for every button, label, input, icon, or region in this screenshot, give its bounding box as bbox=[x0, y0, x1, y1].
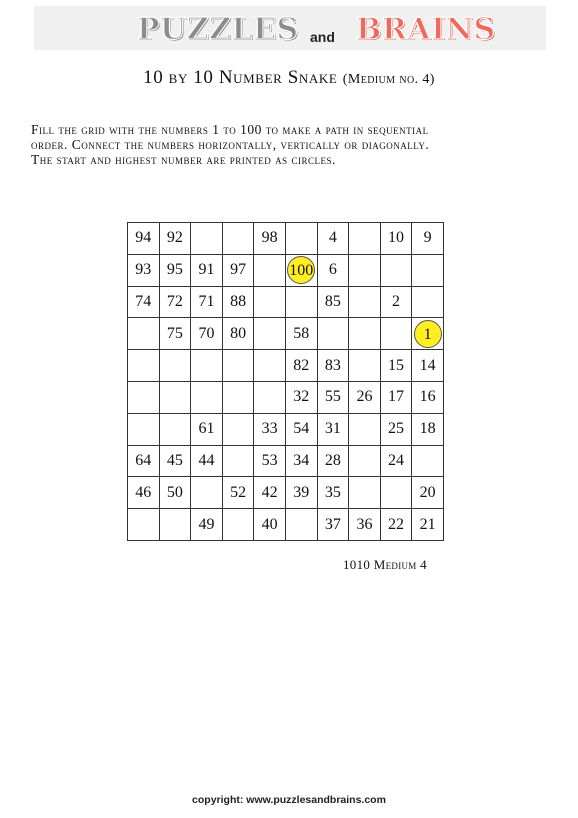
grid-cell[interactable]: 72 bbox=[159, 286, 191, 318]
grid-cell[interactable]: 37 bbox=[317, 509, 349, 541]
grid-cell[interactable] bbox=[349, 223, 381, 255]
grid-cell[interactable] bbox=[128, 413, 160, 445]
grid-cell[interactable]: 64 bbox=[128, 445, 160, 477]
grid-row bbox=[128, 477, 444, 509]
logo-puzzles: PUZZLES bbox=[137, 12, 299, 47]
grid-cell[interactable]: 24 bbox=[380, 445, 412, 477]
grid-row bbox=[128, 413, 444, 445]
grid-cell[interactable] bbox=[159, 413, 191, 445]
grid-cell[interactable]: 14 bbox=[412, 350, 444, 382]
grid-cell[interactable]: 25 bbox=[380, 413, 412, 445]
grid-cell[interactable] bbox=[285, 286, 317, 318]
grid-cell[interactable]: 42 bbox=[254, 477, 286, 509]
grid-cell[interactable] bbox=[191, 223, 223, 255]
grid-cell[interactable] bbox=[285, 223, 317, 255]
grid-cell[interactable]: 6 bbox=[317, 254, 349, 286]
instruction-line: The start and highest number are printed as circles. bbox=[31, 152, 336, 167]
grid-cell[interactable] bbox=[222, 350, 254, 382]
logo-brains: BRAINS bbox=[356, 12, 496, 47]
grid-row bbox=[128, 509, 444, 541]
grid-cell[interactable]: 17 bbox=[380, 381, 412, 413]
grid-cell[interactable] bbox=[222, 445, 254, 477]
grid-cell[interactable] bbox=[191, 477, 223, 509]
title-sub: (Medium no. 4) bbox=[342, 72, 435, 87]
grid-cell[interactable] bbox=[159, 509, 191, 541]
grid-cell[interactable] bbox=[285, 254, 317, 286]
grid-cell[interactable]: 93 bbox=[128, 254, 160, 286]
grid-cell[interactable]: 82 bbox=[285, 350, 317, 382]
grid-cell[interactable]: 46 bbox=[128, 477, 160, 509]
grid-cell[interactable] bbox=[349, 350, 381, 382]
instruction-line: Fill the grid with the numbers 1 to 100 to make a path in sequential bbox=[31, 122, 429, 137]
grid-cell[interactable]: 31 bbox=[317, 413, 349, 445]
grid-cell[interactable] bbox=[380, 254, 412, 286]
grid-cell[interactable]: 21 bbox=[412, 509, 444, 541]
grid-cell[interactable]: 35 bbox=[317, 477, 349, 509]
grid-cell[interactable]: 95 bbox=[159, 254, 191, 286]
grid-cell[interactable] bbox=[349, 254, 381, 286]
grid-cell[interactable] bbox=[254, 350, 286, 382]
grid-cell[interactable]: 45 bbox=[159, 445, 191, 477]
grid-row bbox=[128, 286, 444, 318]
grid-cell[interactable]: 61 bbox=[191, 413, 223, 445]
grid-row bbox=[128, 223, 444, 255]
grid-cell[interactable] bbox=[349, 445, 381, 477]
grid-row bbox=[128, 318, 444, 350]
grid-row bbox=[128, 445, 444, 477]
grid-cell[interactable] bbox=[412, 318, 444, 350]
grid-cell[interactable] bbox=[349, 477, 381, 509]
grid-cell[interactable]: 52 bbox=[222, 477, 254, 509]
grid-cell[interactable]: 80 bbox=[222, 318, 254, 350]
grid-cell[interactable]: 58 bbox=[285, 318, 317, 350]
grid-cell[interactable] bbox=[222, 413, 254, 445]
grid-cell[interactable]: 32 bbox=[285, 381, 317, 413]
grid-row bbox=[128, 254, 444, 286]
grid-cell[interactable] bbox=[349, 286, 381, 318]
grid-cell[interactable]: 15 bbox=[380, 350, 412, 382]
grid-cell[interactable]: 39 bbox=[285, 477, 317, 509]
grid-cell[interactable]: 22 bbox=[380, 509, 412, 541]
title-main: 10 by 10 Number Snake bbox=[143, 67, 338, 88]
grid-cell[interactable] bbox=[222, 381, 254, 413]
grid-cell[interactable] bbox=[349, 318, 381, 350]
grid-cell[interactable]: 70 bbox=[191, 318, 223, 350]
grid-cell[interactable]: 20 bbox=[412, 477, 444, 509]
circled-number: 1 bbox=[414, 320, 442, 348]
grid-cell[interactable]: 74 bbox=[128, 286, 160, 318]
grid-cell[interactable] bbox=[380, 318, 412, 350]
grid-cell[interactable] bbox=[254, 286, 286, 318]
grid-cell[interactable] bbox=[191, 350, 223, 382]
grid-cell[interactable]: 98 bbox=[254, 223, 286, 255]
grid-cell[interactable]: 9 bbox=[412, 223, 444, 255]
copyright: copyright: www.puzzlesandbrains.com bbox=[192, 794, 386, 806]
grid-cell[interactable]: 34 bbox=[285, 445, 317, 477]
logo-and: and bbox=[310, 29, 335, 45]
grid-cell[interactable] bbox=[128, 350, 160, 382]
grid-cell[interactable] bbox=[191, 381, 223, 413]
grid-row bbox=[128, 350, 444, 382]
grid-cell[interactable]: 55 bbox=[317, 381, 349, 413]
grid-cell[interactable]: 33 bbox=[254, 413, 286, 445]
grid-cell[interactable]: 94 bbox=[128, 223, 160, 255]
grid-cell[interactable]: 36 bbox=[349, 509, 381, 541]
grid-cell[interactable]: 97 bbox=[222, 254, 254, 286]
grid-cell[interactable]: 49 bbox=[191, 509, 223, 541]
grid-cell[interactable] bbox=[222, 509, 254, 541]
grid-cell[interactable]: 71 bbox=[191, 286, 223, 318]
grid-cell[interactable] bbox=[412, 254, 444, 286]
instructions bbox=[31, 122, 561, 167]
grid-cell[interactable]: 75 bbox=[159, 318, 191, 350]
grid-cell[interactable]: 92 bbox=[159, 223, 191, 255]
grid-cell[interactable]: 4 bbox=[317, 223, 349, 255]
grid-row bbox=[128, 381, 444, 413]
grid-cell[interactable]: 54 bbox=[285, 413, 317, 445]
grid-cell[interactable] bbox=[285, 509, 317, 541]
puzzle-code: 1010 Medium 4 bbox=[343, 557, 427, 572]
grid-cell[interactable]: 16 bbox=[412, 381, 444, 413]
grid-cell[interactable]: 50 bbox=[159, 477, 191, 509]
grid-cell[interactable]: 26 bbox=[349, 381, 381, 413]
grid-cell[interactable]: 44 bbox=[191, 445, 223, 477]
grid-cell[interactable]: 91 bbox=[191, 254, 223, 286]
grid-cell[interactable] bbox=[128, 318, 160, 350]
grid-cell[interactable]: 53 bbox=[254, 445, 286, 477]
instruction-line: order. Connect the numbers horizontally, vertically or diagonally. bbox=[31, 137, 430, 152]
grid-cell[interactable] bbox=[128, 381, 160, 413]
grid-cell[interactable] bbox=[159, 350, 191, 382]
grid-cell[interactable]: 28 bbox=[317, 445, 349, 477]
grid-cell[interactable] bbox=[128, 509, 160, 541]
grid-cell[interactable] bbox=[412, 445, 444, 477]
grid-cell[interactable] bbox=[254, 318, 286, 350]
grid-cell[interactable]: 2 bbox=[380, 286, 412, 318]
grid-cell[interactable] bbox=[349, 413, 381, 445]
grid-cell[interactable]: 88 bbox=[222, 286, 254, 318]
grid-cell[interactable] bbox=[159, 381, 191, 413]
grid-cell[interactable] bbox=[222, 223, 254, 255]
grid-cell[interactable] bbox=[254, 254, 286, 286]
grid-cell[interactable]: 10 bbox=[380, 223, 412, 255]
grid-cell[interactable] bbox=[412, 286, 444, 318]
puzzle-title bbox=[0, 67, 578, 89]
grid-cell[interactable]: 40 bbox=[254, 509, 286, 541]
grid-cell[interactable]: 85 bbox=[317, 286, 349, 318]
circled-number: 100 bbox=[287, 256, 315, 284]
header-banner bbox=[34, 6, 546, 50]
grid-cell[interactable]: 18 bbox=[412, 413, 444, 445]
grid-cell[interactable]: 83 bbox=[317, 350, 349, 382]
grid-cell[interactable] bbox=[254, 381, 286, 413]
grid-cell[interactable] bbox=[380, 477, 412, 509]
number-snake-grid bbox=[127, 222, 444, 541]
grid-cell[interactable] bbox=[317, 318, 349, 350]
